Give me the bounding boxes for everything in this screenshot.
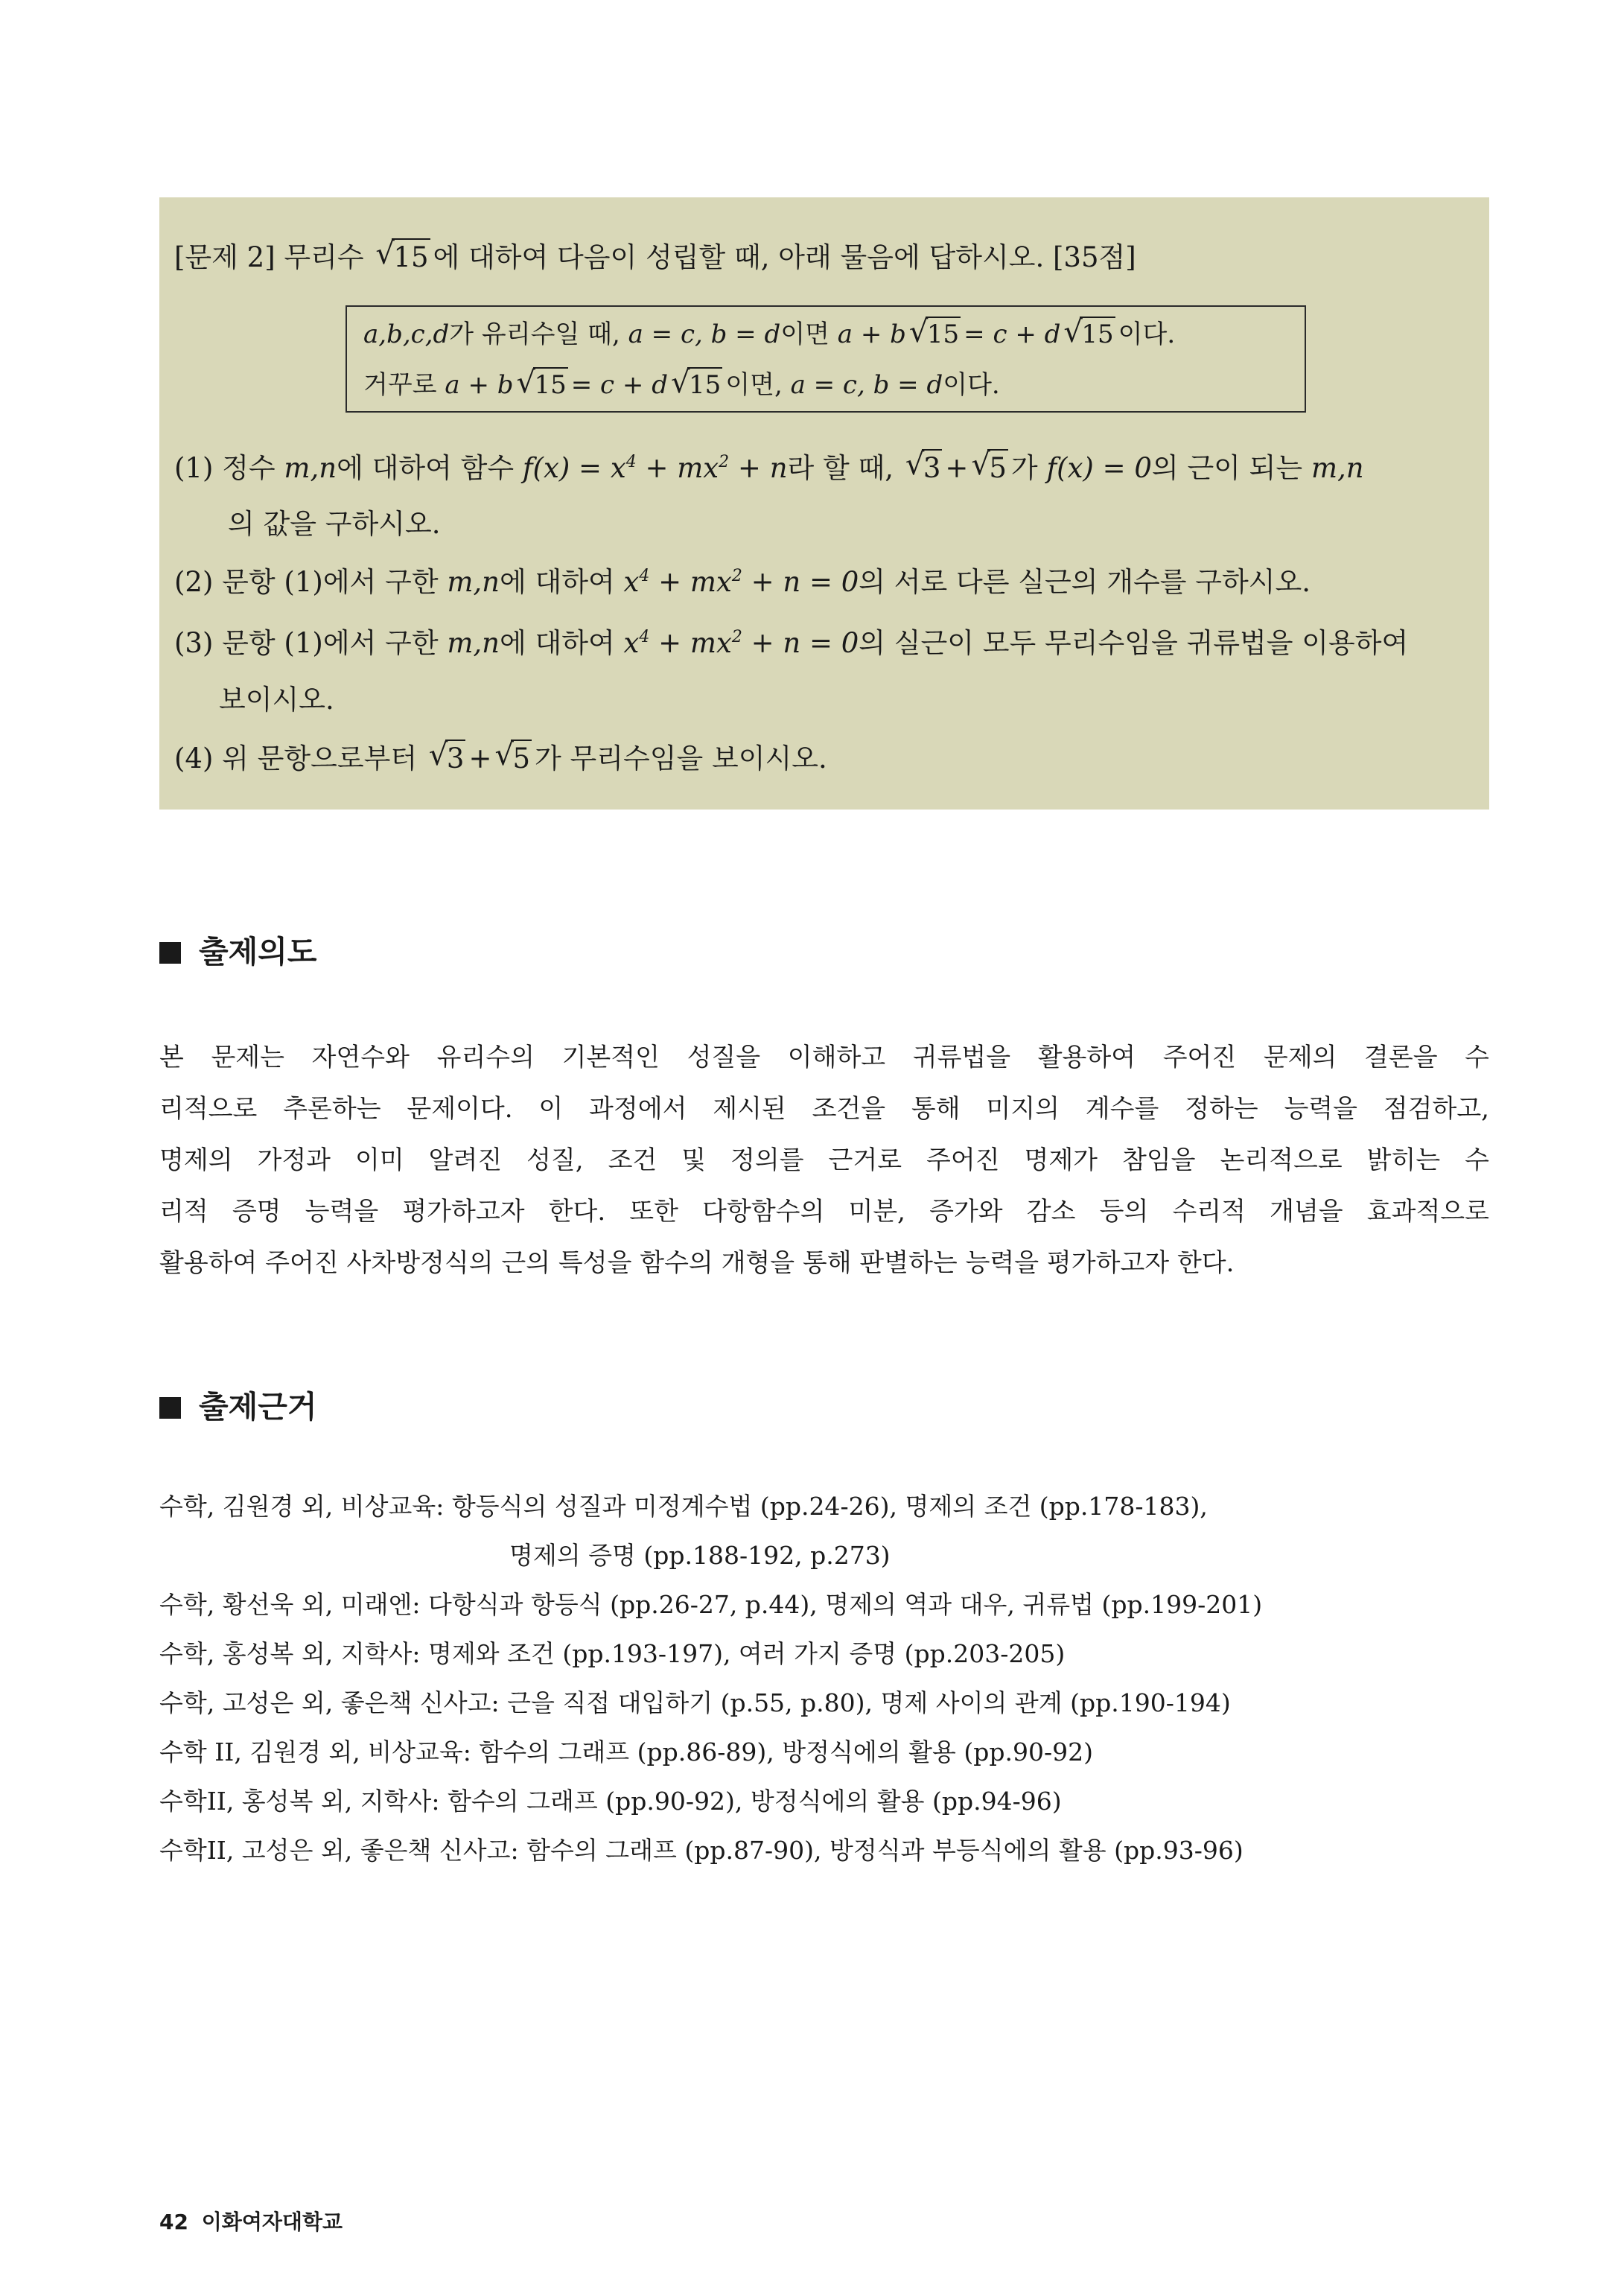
sqrt-3 <box>905 454 943 482</box>
exponent: 2 <box>731 567 742 585</box>
title-prefix: [문제 2] 무리수 <box>174 241 364 273</box>
exponent: 4 <box>639 628 650 646</box>
sqrt-15 <box>517 372 568 398</box>
reference-line: 수학, 고성은 외, 좋은책 신사고: 근을 직접 대입하기 (p.55, p.80), 명제 사이의 관계 (pp.190-194) <box>159 1688 1231 1717</box>
q-text: 의 서로 다른 실근의 개수를 구하시오. <box>859 566 1311 598</box>
intent-line: 리적으로 추론하는 문제이다. 이 과정에서 제시된 조건을 통해 미지의 계수를 정하는 능력을 점검하고, <box>159 1094 1489 1124</box>
premise-text: 거꾸로 <box>363 370 437 400</box>
premise-expr: a + b <box>837 319 906 349</box>
institution-name: 이화여자대학교 <box>201 2210 343 2234</box>
intent-heading <box>159 927 316 971</box>
func-part: + mx <box>636 452 719 484</box>
exponent: 4 <box>639 567 650 585</box>
question-2 <box>174 568 1311 596</box>
q-text: 의 근이 되는 <box>1151 452 1303 484</box>
q-text: 의 값을 구하시오. <box>228 508 441 540</box>
q-vars: m,n <box>1311 452 1364 484</box>
sqrt-15 <box>671 372 722 398</box>
section-title: 출제근거 <box>199 1389 317 1425</box>
eq-part: + n = 0 <box>742 627 859 659</box>
exponent: 2 <box>719 453 730 471</box>
sqrt-15 <box>375 241 430 273</box>
intent-line: 리적 증명 능력을 평가하고자 한다. 또한 다항함수의 미분, 증가와 감소 등의 수리적 개념을 효과적으로 <box>159 1197 1489 1227</box>
basis-heading <box>159 1382 316 1426</box>
func-part: + n <box>729 452 788 484</box>
radicand: 15 <box>533 367 568 400</box>
premise-cond: a = c, b = d <box>628 319 781 349</box>
plus-sign: + <box>468 742 492 775</box>
eq-part: + mx <box>649 566 732 598</box>
radicand: 5 <box>511 740 532 775</box>
q-text: 라 할 때, <box>787 452 894 484</box>
exponent: 4 <box>625 453 637 471</box>
radicand: 15 <box>392 238 430 273</box>
q-text: 가 무리수임을 보이시오. <box>535 742 827 775</box>
problem-title <box>174 241 1136 273</box>
reference-line: 수학, 홍성복 외, 지학사: 명제와 조건 (pp.193-197), 여러 가지 증명 (pp.203-205) <box>159 1639 1066 1668</box>
premise-text: 이다. <box>1118 319 1176 349</box>
page-number: 42 <box>159 2210 188 2234</box>
q-function: f(x) = 0 <box>1046 452 1152 484</box>
page-footer <box>159 2206 343 2236</box>
premise-expr: a + b <box>445 370 514 400</box>
q-text: 보이시오. <box>219 684 334 716</box>
radicand: 15 <box>687 367 722 400</box>
premise-text: 이면, <box>725 370 783 400</box>
square-bullet-icon <box>159 942 181 964</box>
exponent: 2 <box>731 628 742 646</box>
sqrt-15 <box>909 319 961 349</box>
question-1-cont <box>228 510 440 538</box>
reference-line: 수학 II, 김원경 외, 비상교육: 함수의 그래프 (pp.86-89), 방정식에의 활용 (pp.90-92) <box>159 1737 1093 1766</box>
q-vars: m,n <box>284 452 337 484</box>
radicand: 3 <box>922 449 943 484</box>
radicand: 5 <box>987 449 1008 484</box>
sqrt-5 <box>494 742 532 775</box>
reference-line: 수학II, 고성은 외, 좋은책 신사고: 함수의 그래프 (pp.87-90), 방정식과 부등식에의 활용 (pp.93-96) <box>159 1836 1244 1865</box>
title-suffix: 에 대하여 다음이 성립할 때, 아래 물음에 답하시오. [35점] <box>433 241 1136 273</box>
premise-text: 이다. <box>943 370 1000 400</box>
reference-line: 수학II, 홍성복 외, 지학사: 함수의 그래프 (pp.90-92), 방정식에의 활용 (pp.94-96) <box>159 1787 1062 1816</box>
q-vars: m,n <box>447 566 500 598</box>
q-equation <box>624 566 859 598</box>
q-text: (4) 위 문항으로부터 <box>174 742 418 775</box>
reference-line: 명제의 증명 (pp.188-192, p.273) <box>509 1541 891 1570</box>
q-text: (3) 문항 (1)에서 구한 <box>174 627 439 659</box>
q-text: 가 <box>1010 452 1038 484</box>
section-title: 출제의도 <box>199 934 317 970</box>
eq-part: + mx <box>649 627 732 659</box>
eq-part: x <box>623 566 640 598</box>
premise-text: 가 유리수일 때, <box>449 319 620 349</box>
sqrt-5 <box>971 454 1008 482</box>
q-function <box>523 452 788 484</box>
sqrt-15 <box>1063 319 1115 349</box>
intent-line: 본 문제는 자연수와 유리수의 기본적인 성질을 이해하고 귀류법을 활용하여 주어진 문제의 결론을 수 <box>159 1043 1489 1072</box>
problem-box <box>159 197 1489 810</box>
question-4 <box>174 742 827 775</box>
q-text: 에 대하여 <box>500 627 615 659</box>
square-bullet-icon <box>159 1397 181 1419</box>
intent-line: 명제의 가정과 이미 알려진 성질, 조건 및 정의를 근거로 주어진 명제가 참임을 논리적으로 밝히는 수 <box>159 1145 1489 1175</box>
premise-line-1 <box>363 319 1176 349</box>
q-text: (1) 정수 <box>174 452 276 484</box>
premise-text: 이면 <box>780 319 829 349</box>
eq-part: x <box>623 627 640 659</box>
question-3-cont <box>219 684 334 716</box>
func-part: f(x) = x <box>522 452 626 484</box>
q-text: 의 실근이 모두 무리수임을 귀류법을 이용하여 <box>859 627 1409 659</box>
premise-cond: a = c, b = d <box>790 370 943 400</box>
q-text: 에 대하여 함수 <box>337 452 515 484</box>
eq-part: + n = 0 <box>742 566 859 598</box>
question-3 <box>174 629 1408 657</box>
q-vars: m,n <box>447 627 500 659</box>
radicand: 3 <box>445 740 466 775</box>
reference-line: 수학, 김원경 외, 비상교육: 항등식의 성질과 미정계수법 (pp.24-26), 명제의 조건 (pp.178-183), <box>159 1492 1208 1521</box>
plus-sign: + <box>945 452 969 484</box>
radicand: 15 <box>926 317 961 349</box>
premise-box <box>346 305 1306 413</box>
q-text: 에 대하여 <box>500 566 615 598</box>
sqrt-3 <box>429 742 466 775</box>
premise-line-2 <box>363 372 1000 398</box>
reference-line: 수학, 황선욱 외, 미래엔: 다항식과 항등식 (pp.26-27, p.44), 명제의 역과 대우, 귀류법 (pp.199-201) <box>159 1590 1263 1619</box>
radicand: 15 <box>1080 317 1115 349</box>
q-equation <box>624 627 859 659</box>
intent-line: 활용하여 주어진 사차방정식의 근의 특성을 함수의 개형을 통해 판별하는 능력을 평가하고자 한다. <box>159 1248 1235 1278</box>
q-text: (2) 문항 (1)에서 구한 <box>174 566 439 598</box>
premise-expr: = c + d <box>570 370 668 400</box>
question-1 <box>174 454 1364 482</box>
premise-expr: = c + d <box>964 319 1061 349</box>
premise-vars: a,b,c,d <box>363 319 450 349</box>
